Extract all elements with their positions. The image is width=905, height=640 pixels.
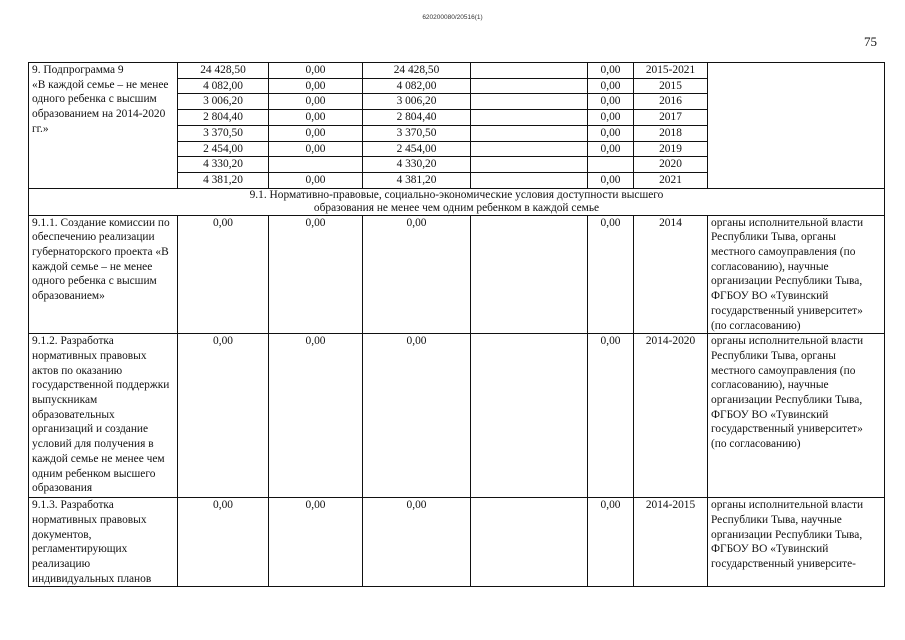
other-cell: 0,00 [588,215,634,334]
empty-cell [471,63,588,79]
total-cell: 4 330,20 [178,157,269,173]
executor-cell: органы исполнительной власти Республики Тыва, органы местного самоуправления (по согласованию), научные организации Республики Тыва, ФГБОУ ВО «Тувинский государственный университет» (по согласованию) [708,334,885,498]
measure-row [29,498,885,587]
years-cell: 2020 [634,157,708,173]
subprogram-row [29,63,885,79]
years-cell: 2014-2020 [634,334,708,498]
total-cell: 0,00 [178,334,269,498]
empty-cell [471,78,588,94]
total-cell: 4 381,20 [178,172,269,188]
other-cell: 0,00 [588,78,634,94]
years-cell: 2015 [634,78,708,94]
section-title: 9.1. Нормативно-правовые, социально-экономические условия доступности высшего образования не менее чем одним ребенком в каждой семье [29,188,885,215]
republic-cell: 24 428,50 [363,63,471,79]
republic-cell: 4 082,00 [363,78,471,94]
years-cell: 2014 [634,215,708,334]
other-cell: 0,00 [588,498,634,587]
empty-cell [471,334,588,498]
republic-cell: 4 381,20 [363,172,471,188]
republic-cell: 0,00 [363,498,471,587]
republic-cell: 0,00 [363,215,471,334]
document-id: 620200080/20516(1) [422,14,483,21]
total-cell: 4 082,00 [178,78,269,94]
years-cell: 2018 [634,125,708,141]
empty-cell [471,215,588,334]
republic-cell: 4 330,20 [363,157,471,173]
federal-cell: 0,00 [269,94,363,110]
other-cell: 0,00 [588,110,634,126]
empty-cell [471,94,588,110]
federal-cell: 0,00 [269,498,363,587]
page-number: 75 [864,34,877,49]
empty-cell [471,110,588,126]
measure-name: 9.1.3. Разработка нормативных правовых документов, регламентирующих реализацию индивидуальных планов [29,498,178,587]
federal-cell [269,157,363,173]
other-cell: 0,00 [588,334,634,498]
program-table [28,62,885,587]
other-cell: 0,00 [588,141,634,157]
federal-cell: 0,00 [269,125,363,141]
republic-cell: 3 006,20 [363,94,471,110]
republic-cell: 0,00 [363,334,471,498]
empty-cell [471,498,588,587]
republic-cell: 3 370,50 [363,125,471,141]
measure-row [29,215,885,334]
republic-cell: 2 804,40 [363,110,471,126]
federal-cell: 0,00 [269,78,363,94]
total-cell: 3 370,50 [178,125,269,141]
other-cell [588,157,634,173]
other-cell: 0,00 [588,63,634,79]
empty-cell [471,157,588,173]
years-cell: 2021 [634,172,708,188]
total-cell: 0,00 [178,498,269,587]
other-cell: 0,00 [588,125,634,141]
years-cell: 2017 [634,110,708,126]
federal-cell: 0,00 [269,110,363,126]
total-cell: 2 454,00 [178,141,269,157]
total-cell: 0,00 [178,215,269,334]
executor-cell: органы исполнительной власти Республики Тыва, научные организации Республики Тыва, ФГБОУ ВО «Тувинский государственный университе- [708,498,885,587]
years-cell: 2019 [634,141,708,157]
years-cell: 2015-2021 [634,63,708,79]
subprogram-name: 9. Подпрограмма 9 «В каждой семье – не менее одного ребенка с высшим образованием на 2014-2020 гг.» [29,63,178,189]
federal-cell: 0,00 [269,215,363,334]
empty-cell [471,141,588,157]
federal-cell: 0,00 [269,172,363,188]
years-cell: 2016 [634,94,708,110]
federal-cell: 0,00 [269,141,363,157]
measure-name: 9.1.2. Разработка нормативных правовых актов по оказанию государственной поддержки выпускникам образовательных организаций и создание условий для получения в каждой семье не менее чем одним ребенком высшего образования [29,334,178,498]
total-cell: 2 804,40 [178,110,269,126]
executor-cell [708,63,885,189]
section-row [29,188,885,215]
measure-row [29,334,885,498]
other-cell: 0,00 [588,172,634,188]
years-cell: 2014-2015 [634,498,708,587]
empty-cell [471,172,588,188]
federal-cell: 0,00 [269,334,363,498]
other-cell: 0,00 [588,94,634,110]
total-cell: 3 006,20 [178,94,269,110]
total-cell: 24 428,50 [178,63,269,79]
executor-cell: органы исполнительной власти Республики Тыва, органы местного самоуправления (по согласованию), научные организации Республики Тыва, ФГБОУ ВО «Тувинский государственный университет» (по согласованию) [708,215,885,334]
republic-cell: 2 454,00 [363,141,471,157]
measure-name: 9.1.1. Создание комиссии по обеспечению реализации губернаторского проекта «В каждой семье – не менее одного ребенка с высшим образованием» [29,215,178,334]
empty-cell [471,125,588,141]
federal-cell: 0,00 [269,63,363,79]
